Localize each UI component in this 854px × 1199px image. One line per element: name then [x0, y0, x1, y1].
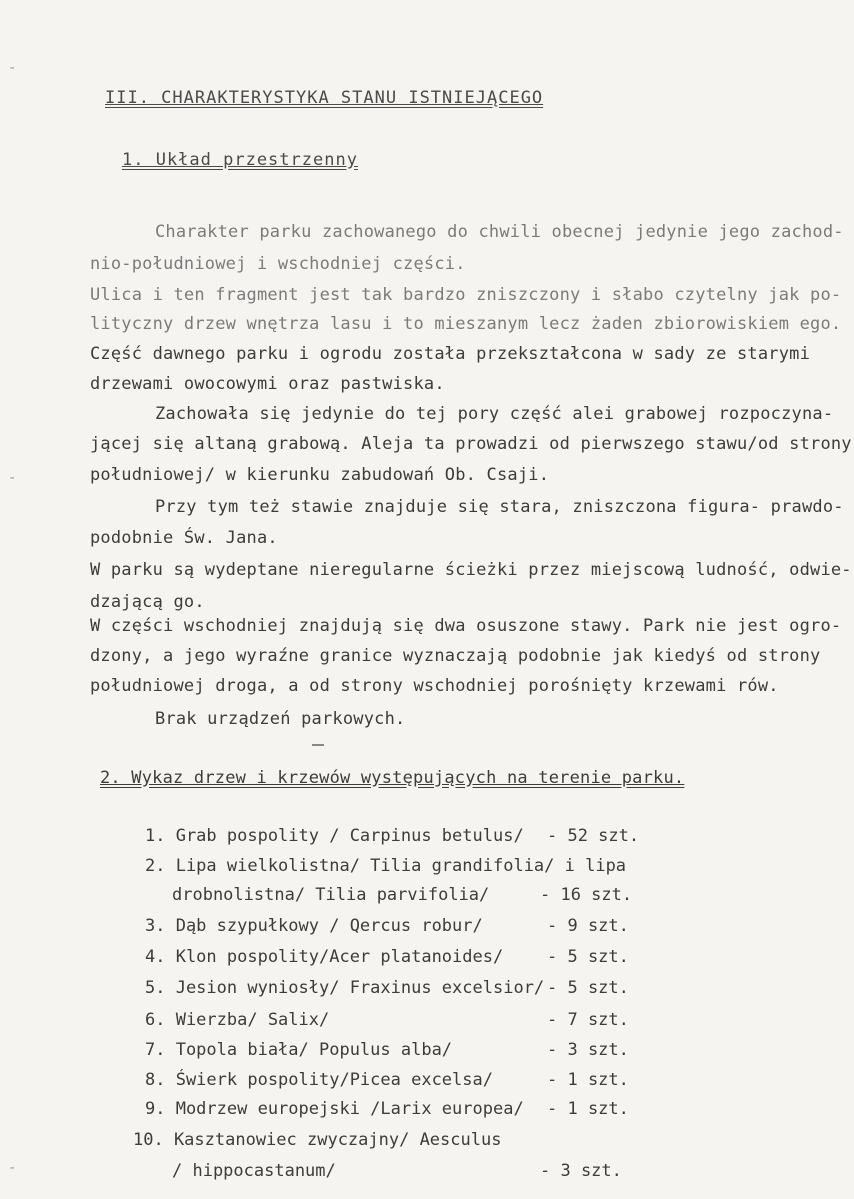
paragraph-line: W parku są wydeptane nieregularne ścieżki przez miejscową ludność, odwie-: [90, 560, 852, 580]
tree-name: 3. Dąb szypułkowy / Qercus robur/: [145, 916, 483, 936]
scan-edge-mark: -: [8, 1160, 17, 1176]
paragraph-line: drzewami owocowymi oraz pastwiska.: [90, 374, 445, 394]
tree-name: 7. Topola biała/ Populus alba/: [145, 1040, 453, 1060]
list-item: [145, 856, 645, 876]
paragraph-line: lityczny drzew wnętrza lasu i to mieszanym lecz żaden zbiorowiskiem ego.: [90, 314, 842, 334]
list-item: [172, 885, 652, 905]
tree-name: drobnolistna/ Tilia parvifolia/: [172, 885, 490, 905]
paragraph-line: podobnie Św. Jana.: [90, 528, 278, 548]
tree-name: 6. Wierzba/ Salix/: [145, 1010, 330, 1030]
chapter-heading: III. CHARAKTERYSTYKA STANU ISTNIEJĄCEGO: [105, 88, 544, 108]
page-dash-mark: [312, 744, 324, 746]
tree-name: 1. Grab pospolity / Carpinus betulus/: [145, 826, 524, 846]
tree-quantity: - 16 szt.: [540, 885, 633, 905]
tree-quantity: - 1 szt.: [547, 1070, 629, 1090]
paragraph-line: południowej droga, a od strony wschodniej porośnięty krzewami rów.: [90, 676, 779, 696]
list-item: [133, 1130, 645, 1150]
scan-edge-mark: -: [8, 60, 17, 76]
list-item: [145, 1010, 645, 1030]
paragraph-line: nio-południowej i wschodniej części.: [90, 254, 466, 274]
paragraph-line: Brak urządzeń parkowych.: [155, 709, 406, 729]
list-item: [145, 916, 645, 936]
tree-name: 10. Kasztanowiec zwyczajny/ Aesculus: [133, 1130, 502, 1150]
paragraph-line: dzającą go.: [90, 592, 205, 612]
list-item: [145, 1070, 645, 1090]
tree-name: 8. Świerk pospolity/Picea excelsa/: [145, 1070, 493, 1090]
tree-name: 4. Klon pospolity/Acer platanoides/: [145, 947, 504, 967]
tree-quantity: - 3 szt.: [540, 1161, 622, 1181]
paragraph-line: jącej się altaną grabową. Aleja ta prowadzi od pierwszego stawu/od strony: [90, 434, 852, 454]
list-item: [145, 1099, 645, 1119]
paragraph-line: Część dawnego parku i ogrodu została przekształcona w sady ze starymi: [90, 344, 811, 364]
list-item: [145, 947, 645, 967]
paragraph-line: Ulica i ten fragment jest tak bardzo zniszczony i słabo czytelny jak po-: [90, 285, 842, 305]
tree-quantity: - 52 szt.: [547, 826, 640, 846]
list-item: [172, 1161, 652, 1181]
tree-name: 9. Modrzew europejski /Larix europea/: [145, 1099, 524, 1119]
tree-name: 2. Lipa wielkolistna/ Tilia grandifolia/ i lipa: [145, 856, 627, 876]
list-item: [145, 826, 645, 846]
tree-name: / hippocastanum/: [172, 1161, 336, 1181]
section1-title: 1. Układ przestrzenny: [122, 150, 358, 170]
scan-edge-mark: -: [8, 470, 17, 486]
tree-quantity: - 9 szt.: [547, 916, 629, 936]
section2-title: 2. Wykaz drzew i krzewów występujących na terenie parku.: [100, 768, 685, 788]
tree-quantity: - 5 szt.: [547, 978, 629, 998]
tree-quantity: - 3 szt.: [547, 1040, 629, 1060]
tree-quantity: - 5 szt.: [547, 947, 629, 967]
list-item: [145, 1040, 645, 1060]
paragraph-line: Zachowała się jedynie do tej pory część alei grabowej rozpoczyna-: [155, 404, 834, 424]
list-item: [145, 978, 645, 998]
tree-name: 5. Jesion wyniosły/ Fraxinus excelsior/: [145, 978, 545, 998]
paragraph-line: dzony, a jego wyraźne granice wyznaczają podobnie jak kiedyś od strony: [90, 646, 821, 666]
paragraph-line: W części wschodniej znajdują się dwa osuszone stawy. Park nie jest ogro-: [90, 616, 842, 636]
tree-quantity: - 7 szt.: [547, 1010, 629, 1030]
paragraph-line: Charakter parku zachowanego do chwili obecnej jedynie jego zachod-: [155, 222, 844, 242]
tree-quantity: - 1 szt.: [547, 1099, 629, 1119]
paragraph-line: południowej/ w kierunku zabudowań Ob. Csaji.: [90, 465, 550, 485]
paragraph-line: Przy tym też stawie znajduje się stara, zniszczona figura- prawdo-: [155, 497, 844, 517]
